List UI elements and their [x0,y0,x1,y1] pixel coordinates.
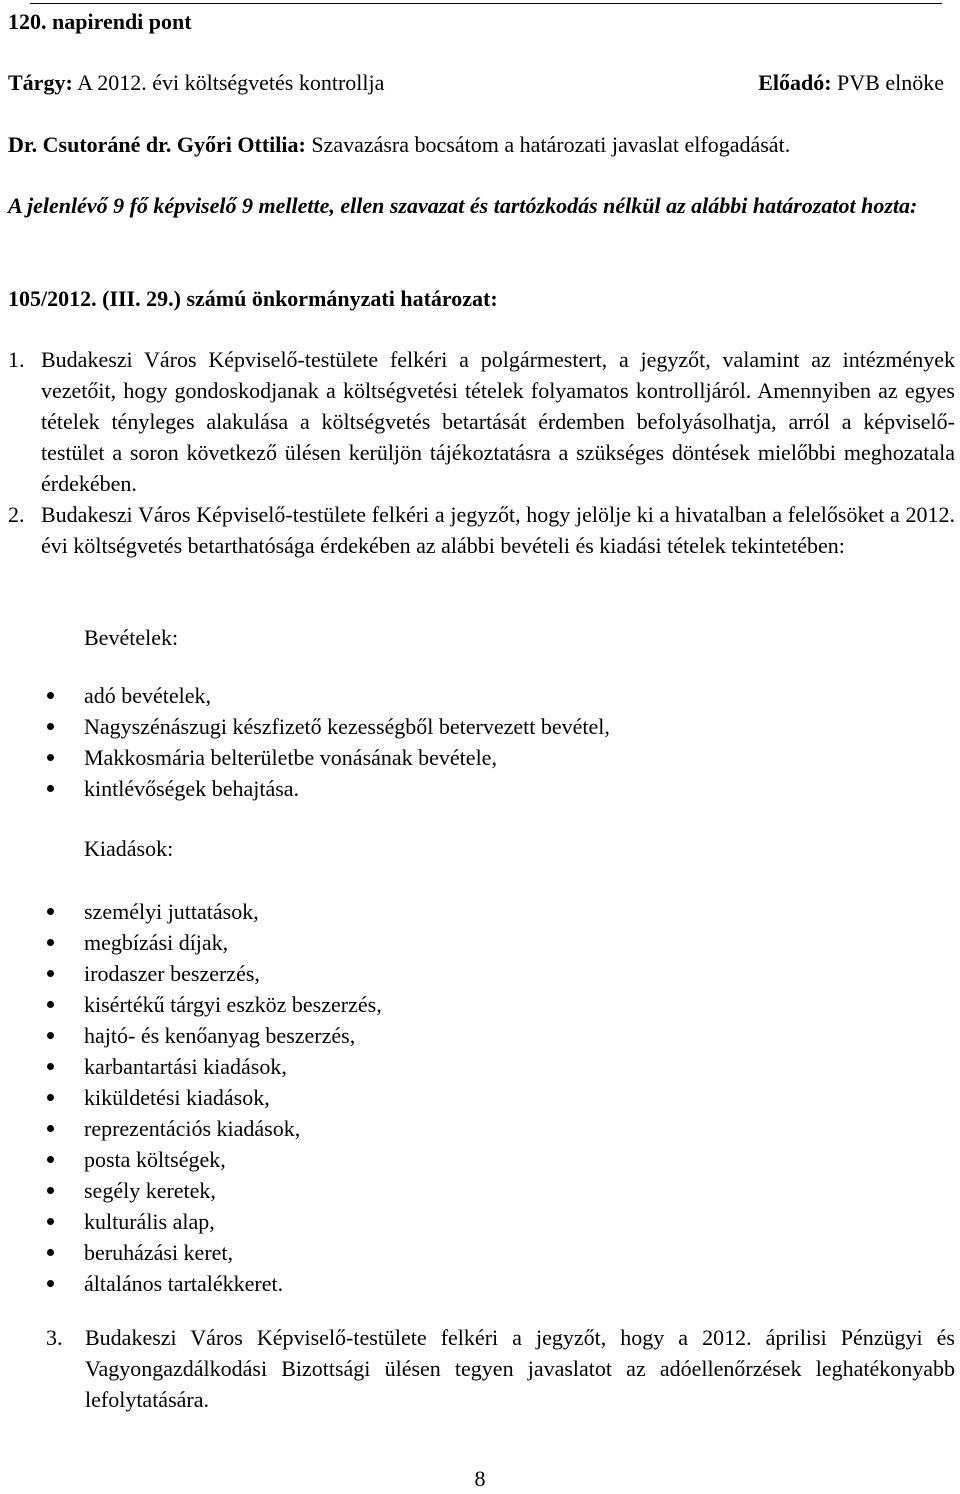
list-item: Nagyszénászugi készfizető kezességből betervezett bevétel, [0,711,610,742]
resolution-item-2 [8,499,955,561]
presenter-value: PVB elnöke [837,70,944,95]
expenses-list [0,896,382,1299]
revenues-heading: Bevételek: [84,625,179,650]
subject-line [8,67,384,98]
item-text: Budakeszi Város Képviselő-testülete felkéri a jegyzőt, hogy jelölje ki a hivatalban a felelősöket a 2012. évi költségvetés betarthatósága érdekében az alábbi bevételi és kiadási tételek tekintetében: [41,502,955,558]
list-item: adó bevételek, [0,680,610,711]
presenter-label: Előadó: [758,70,832,95]
list-item: reprezentációs kiadások, [0,1113,382,1144]
list-item: posta költségek, [0,1144,382,1175]
list-item: kintlévőségek behajtása. [0,773,610,804]
list-item: általános tartalékkeret. [0,1268,382,1299]
top-rule [30,3,942,4]
list-item: karbantartási kiadások, [0,1051,382,1082]
item-text: Budakeszi Város Képviselő-testülete felkéri a polgármestert, a jegyzőt, valamint az intézmények vezetőit, hogy gondoskodjanak a költségvetési tételek folyamatos kontrolljáról. Amennyiben az egyes tételek tényleges alakulása a költségvetés betartását érdemben befolyásolhatja, arról a képviselő-testület a soron következő ülésen kerüljön tájékoztatásra a szükséges döntések mielőbbi meghozatala érdekében. [41,347,955,496]
list-item: személyi juttatások, [0,896,382,927]
list-item: segély keretek, [0,1175,382,1206]
resolution-item-1 [8,344,955,499]
list-item: megbízási díjak, [0,927,382,958]
resolution-item-3 [8,1322,955,1415]
list-item: irodaszer beszerzés, [0,958,382,989]
list-item: kiküldetési kiadások, [0,1082,382,1113]
speaker-name: Dr. Csutoráné dr. Győri Ottilia: [8,132,306,157]
presenter-line [758,67,944,98]
list-item: kulturális alap, [0,1206,382,1237]
resolution-title: 105/2012. (III. 29.) számú önkormányzati határozat: [8,286,498,311]
page-number: 8 [474,1466,486,1491]
subject-value: A 2012. évi költségvetés kontrollja [77,70,385,95]
vote-statement: A jelenlévő 9 fő képviselő 9 mellette, ellen szavazat és tartózkodás nélkül az alábbi határozatot hozta: [8,193,918,218]
list-item: kisértékű tárgyi eszköz beszerzés, [0,989,382,1020]
subject-label: Tárgy: [8,70,73,95]
speech-text: Szavazásra bocsátom a határozati javaslat elfogadását. [311,132,791,157]
speech-line [8,129,790,160]
list-item: beruházási keret, [0,1237,382,1268]
revenues-list [0,680,610,804]
agenda-point-heading: 120. napirendi pont [8,9,192,34]
item-number: 3. [46,1325,63,1350]
list-item: Makkosmária belterületbe vonásának bevétele, [0,742,610,773]
item-number: 2. [8,502,25,527]
item-text: Budakeszi Város Képviselő-testülete felkéri a jegyzőt, hogy a 2012. áprilisi Pénzügyi és Vagyongazdálkodási Bizottsági ülésen tegyen javaslatot az adóellenőrzések leghatékonyabb lefolytatására. [85,1325,955,1412]
list-item: hajtó- és kenőanyag beszerzés, [0,1020,382,1051]
item-number: 1. [8,347,25,372]
expenses-heading: Kiadások: [84,836,174,861]
